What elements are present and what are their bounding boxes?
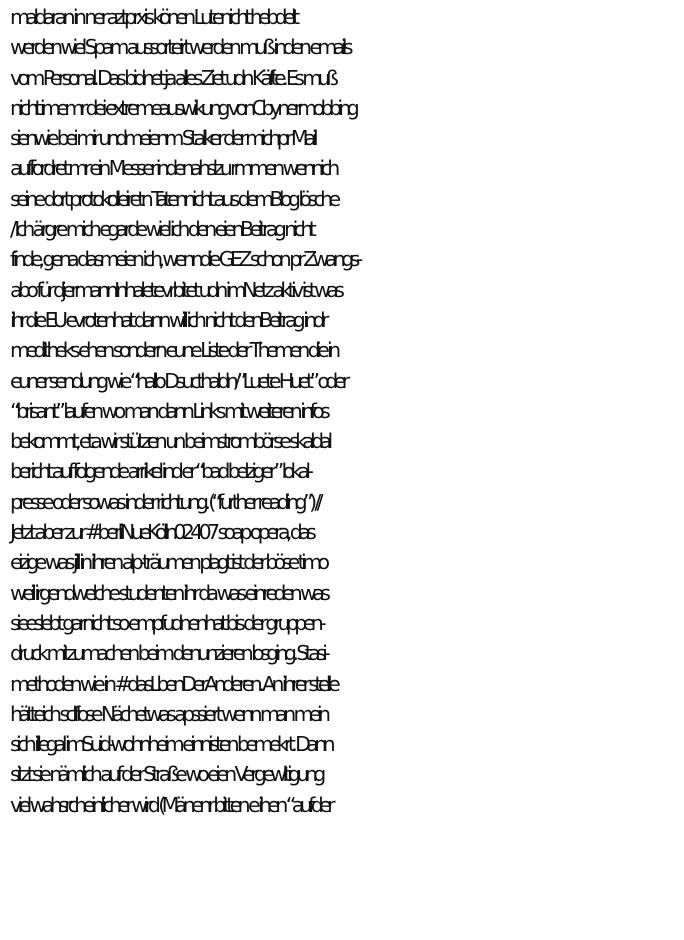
text-line-21: sieeslebt garnicht so empfudnenhat bis der gruppen- — [10, 610, 322, 635]
text-line-24: hätteich sclflose Nächetwas apssiert wenn man mein — [10, 701, 327, 726]
text-line-20: weil irgendwelche studenten ihr da was einreden was — [10, 580, 327, 605]
text-line-5: sienwie bei mir undmeienm Stalker der michpr Mail — [10, 126, 315, 151]
text-line-2: werden wiel Spam aussorteirt werden muß inden emails — [10, 35, 349, 60]
text-line-13: euner sendung wie “hallo Dsucthaldn/”Luete Huet” oder — [10, 368, 346, 393]
text-line-27: viel wahsrcheinlicher wird (Mänenr bitten e ihen “aufder — [10, 792, 331, 817]
text-line-19: eizige was jill in ihren alp-träumen plagt ist der böse timo — [10, 550, 326, 575]
text-line-22: druck mitzumachen beim denunzieren losging. Stasi- — [10, 641, 327, 666]
text-line-7: seine dort protokolleiretn Tatennicht aus demBlog lösche — [10, 186, 337, 211]
text-line-14: “brisant” laufen wo man dann Links mit weiteren infos — [10, 398, 327, 423]
text-line-16: bericht auf folgende arrikel ind er “bad belziger” lokal- — [10, 459, 310, 484]
text-line-6: auffordret mr ein Messer indenahslzu rmmen wennich — [10, 156, 336, 181]
text-line-9: finde, gena dasmeien ich, wenndie GEZ schon pr Zwangs- — [10, 247, 359, 272]
text-line-10: abo für djermannInhaletevrbitet udn imNetz aktiv ist was — [10, 277, 341, 302]
text-line-12: meditheks ehen sondern eune Liste der Themen die in — [10, 338, 337, 363]
text-line-18: Jetzt aber zur #berliNueKölln02407 soap opera, das — [10, 520, 313, 545]
text-line-26: sitzt sie nämlich auf der Straße wo eien Vergewltigung — [10, 762, 322, 787]
text-line-4: nicht imemr dei extremeauswikung vonCbynermobbing — [10, 95, 356, 120]
text-line-15: bekommt, eta wir stützen un beimstrombörse skaldal — [10, 429, 329, 454]
text-line-23: methoden wie in #dasLbenDerAnderen. An ihrer stelle — [10, 671, 337, 696]
text-line-17: presse oder sowas inder richtung. (“further reading”) // — [10, 489, 319, 514]
document-page — [10, 2, 680, 820]
text-line-8: / Ich ärgre mich egarde wiel ich den eienBeitrag nicht — [10, 217, 313, 242]
text-line-25: sich illegal imSuid-wohnheim einnisten bemekrt. Dann — [10, 732, 332, 757]
text-line-11: ihr die EU evrotenhat dann will ich nicht denBeitrag indr — [10, 307, 325, 332]
text-line-3: vom Personal. Das bidnet ja alles Ziet udn Käfte. Es muß — [10, 65, 335, 90]
text-line-1: maldaran in ner aztprxis könen Lutenicht hebdelt — [10, 5, 296, 29]
